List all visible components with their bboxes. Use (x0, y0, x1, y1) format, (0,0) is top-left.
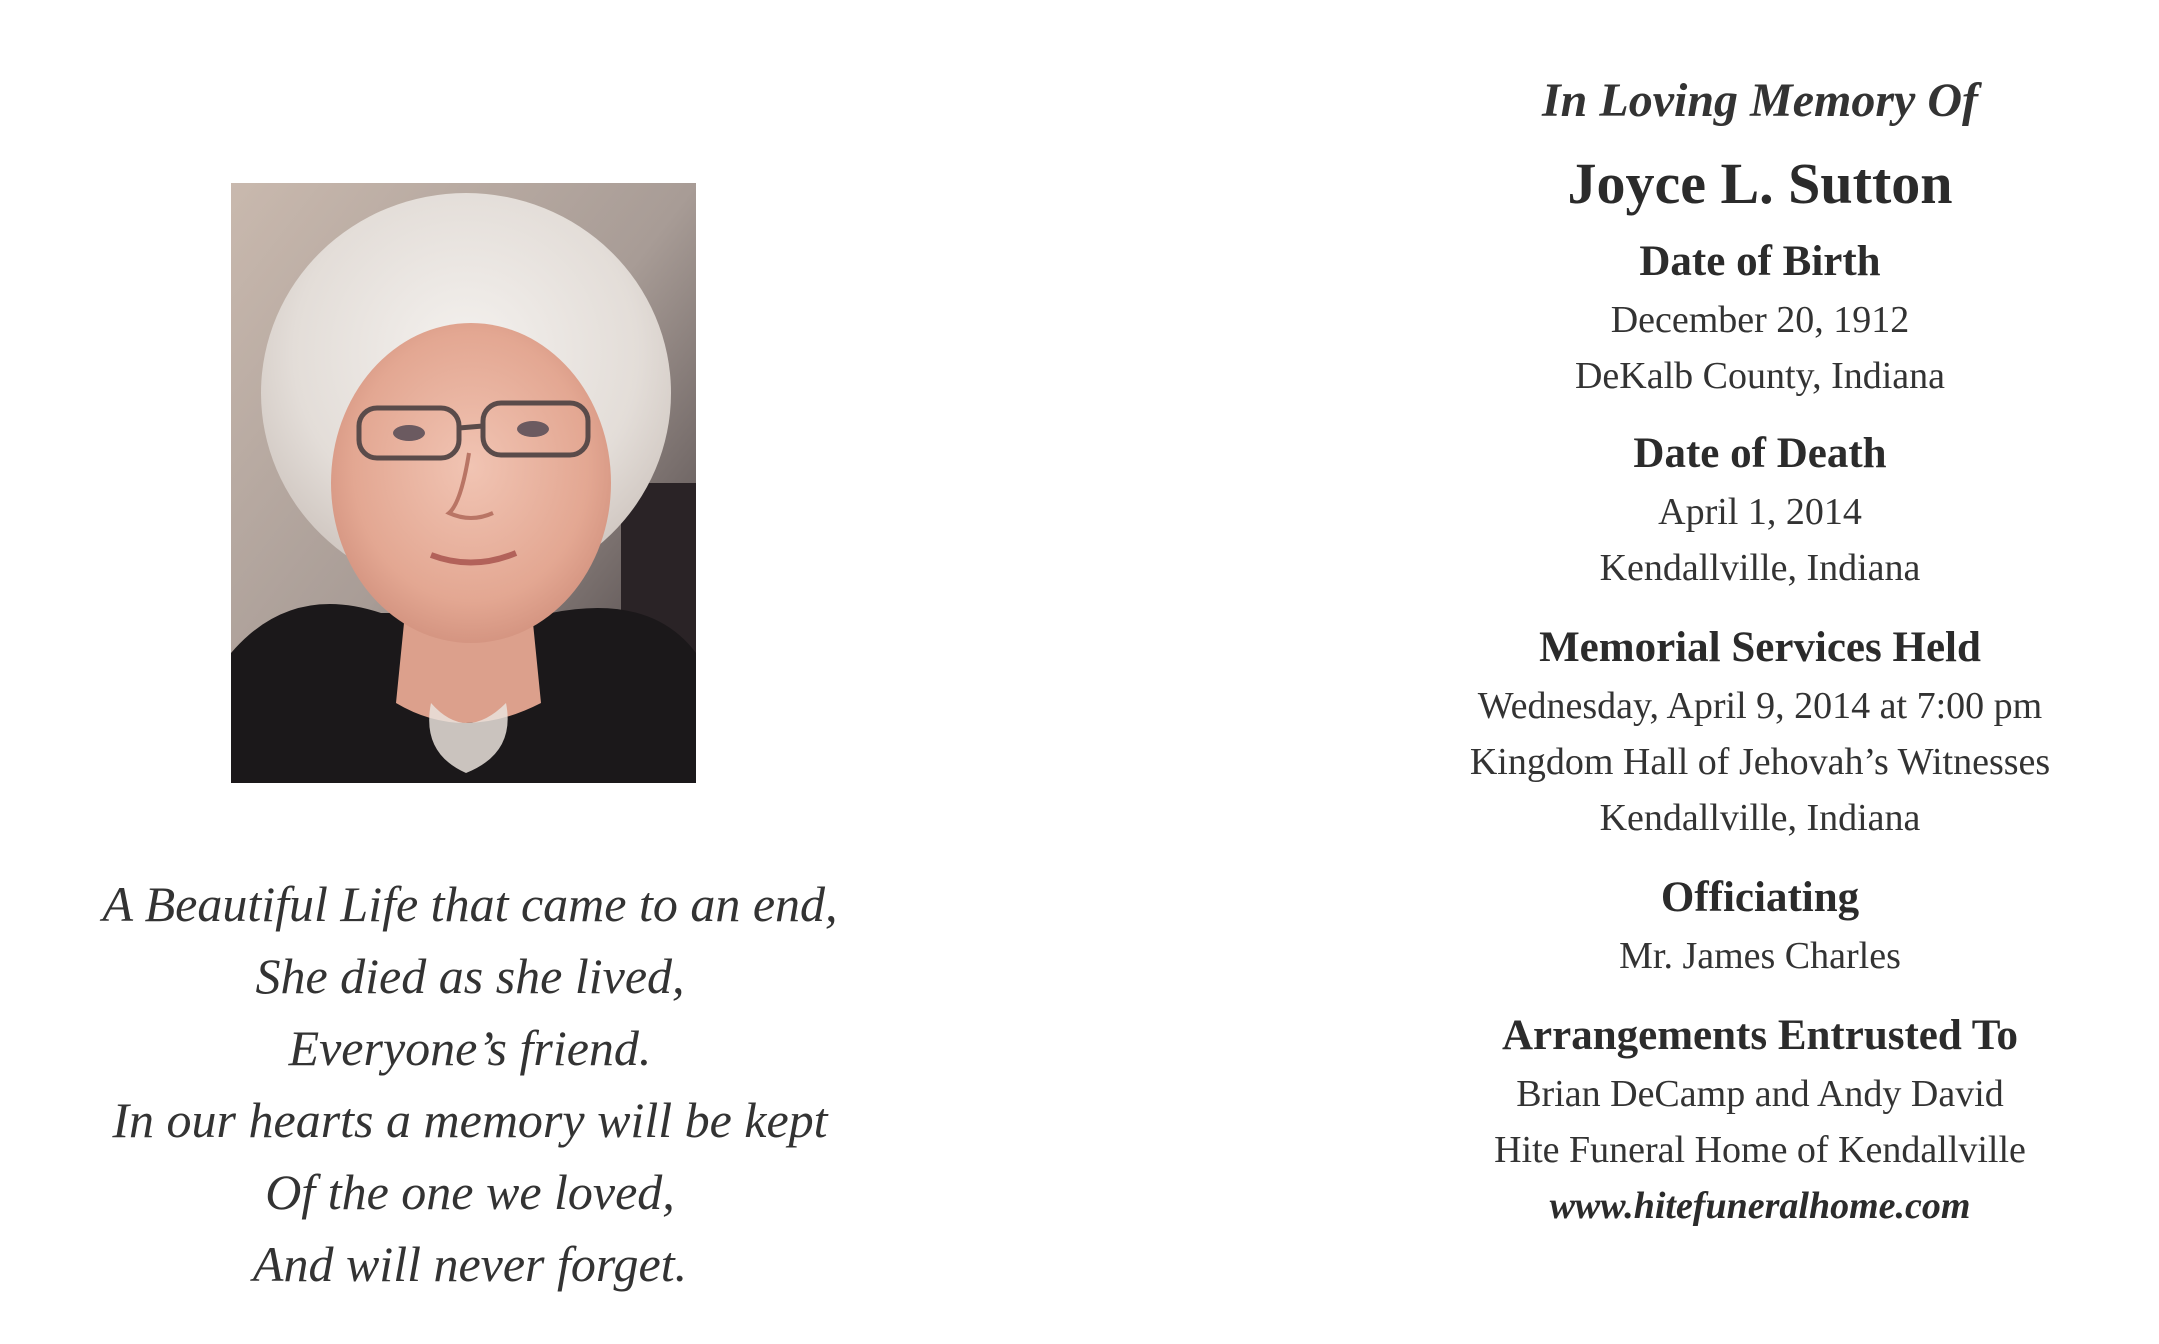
death-date: April 1, 2014 (1658, 491, 1862, 533)
memorial-intro: In Loving Memory Of (1542, 74, 1978, 127)
funeral-home-website: www.hitefuneralhome.com (1549, 1185, 1971, 1227)
officiating-section (1370, 868, 2150, 984)
birth-place: DeKalb County, Indiana (1574, 355, 1946, 397)
funeral-home-name: Hite Funeral Home of Kendallville (1494, 1129, 2026, 1171)
officiant-name: Mr. James Charles (1619, 935, 1901, 977)
poem-line: And will never forget. (252, 1236, 688, 1292)
memorial-poem (20, 868, 920, 1300)
poem-line: In our hearts a memory will be kept (112, 1092, 828, 1148)
birth-heading: Date of Birth (1639, 238, 1881, 285)
poem-line: She died as she lived, (255, 948, 685, 1004)
memorial-section (1370, 618, 2150, 846)
portrait-image (231, 183, 696, 783)
poem-line: A Beautiful Life that came to an end, (102, 876, 838, 932)
death-place: Kendallville, Indiana (1599, 547, 1921, 589)
poem-line: Of the one we loved, (265, 1164, 675, 1220)
officiating-heading: Officiating (1660, 874, 1860, 921)
arrangements-people: Brian DeCamp and Andy David (1516, 1073, 2004, 1115)
birth-date: December 20, 1912 (1610, 299, 1910, 341)
arrangements-heading: Arrangements Entrusted To (1501, 1012, 2019, 1059)
poem-line: Everyone’s friend. (288, 1020, 652, 1076)
birth-section (1370, 232, 2150, 404)
memorial-when: Wednesday, April 9, 2014 at 7:00 pm (1477, 685, 2043, 727)
memorial-place: Kendallville, Indiana (1599, 797, 1921, 839)
portrait-photo (231, 183, 696, 783)
memorial-details (1370, 60, 2150, 1234)
memorial-venue: Kingdom Hall of Jehovah’s Witnesses (1469, 741, 2051, 783)
memorial-heading: Memorial Services Held (1539, 624, 1981, 671)
death-section (1370, 424, 2150, 596)
death-heading: Date of Death (1633, 430, 1887, 477)
deceased-name: Joyce L. Sutton (1567, 151, 1953, 216)
arrangements-section (1370, 1006, 2150, 1234)
